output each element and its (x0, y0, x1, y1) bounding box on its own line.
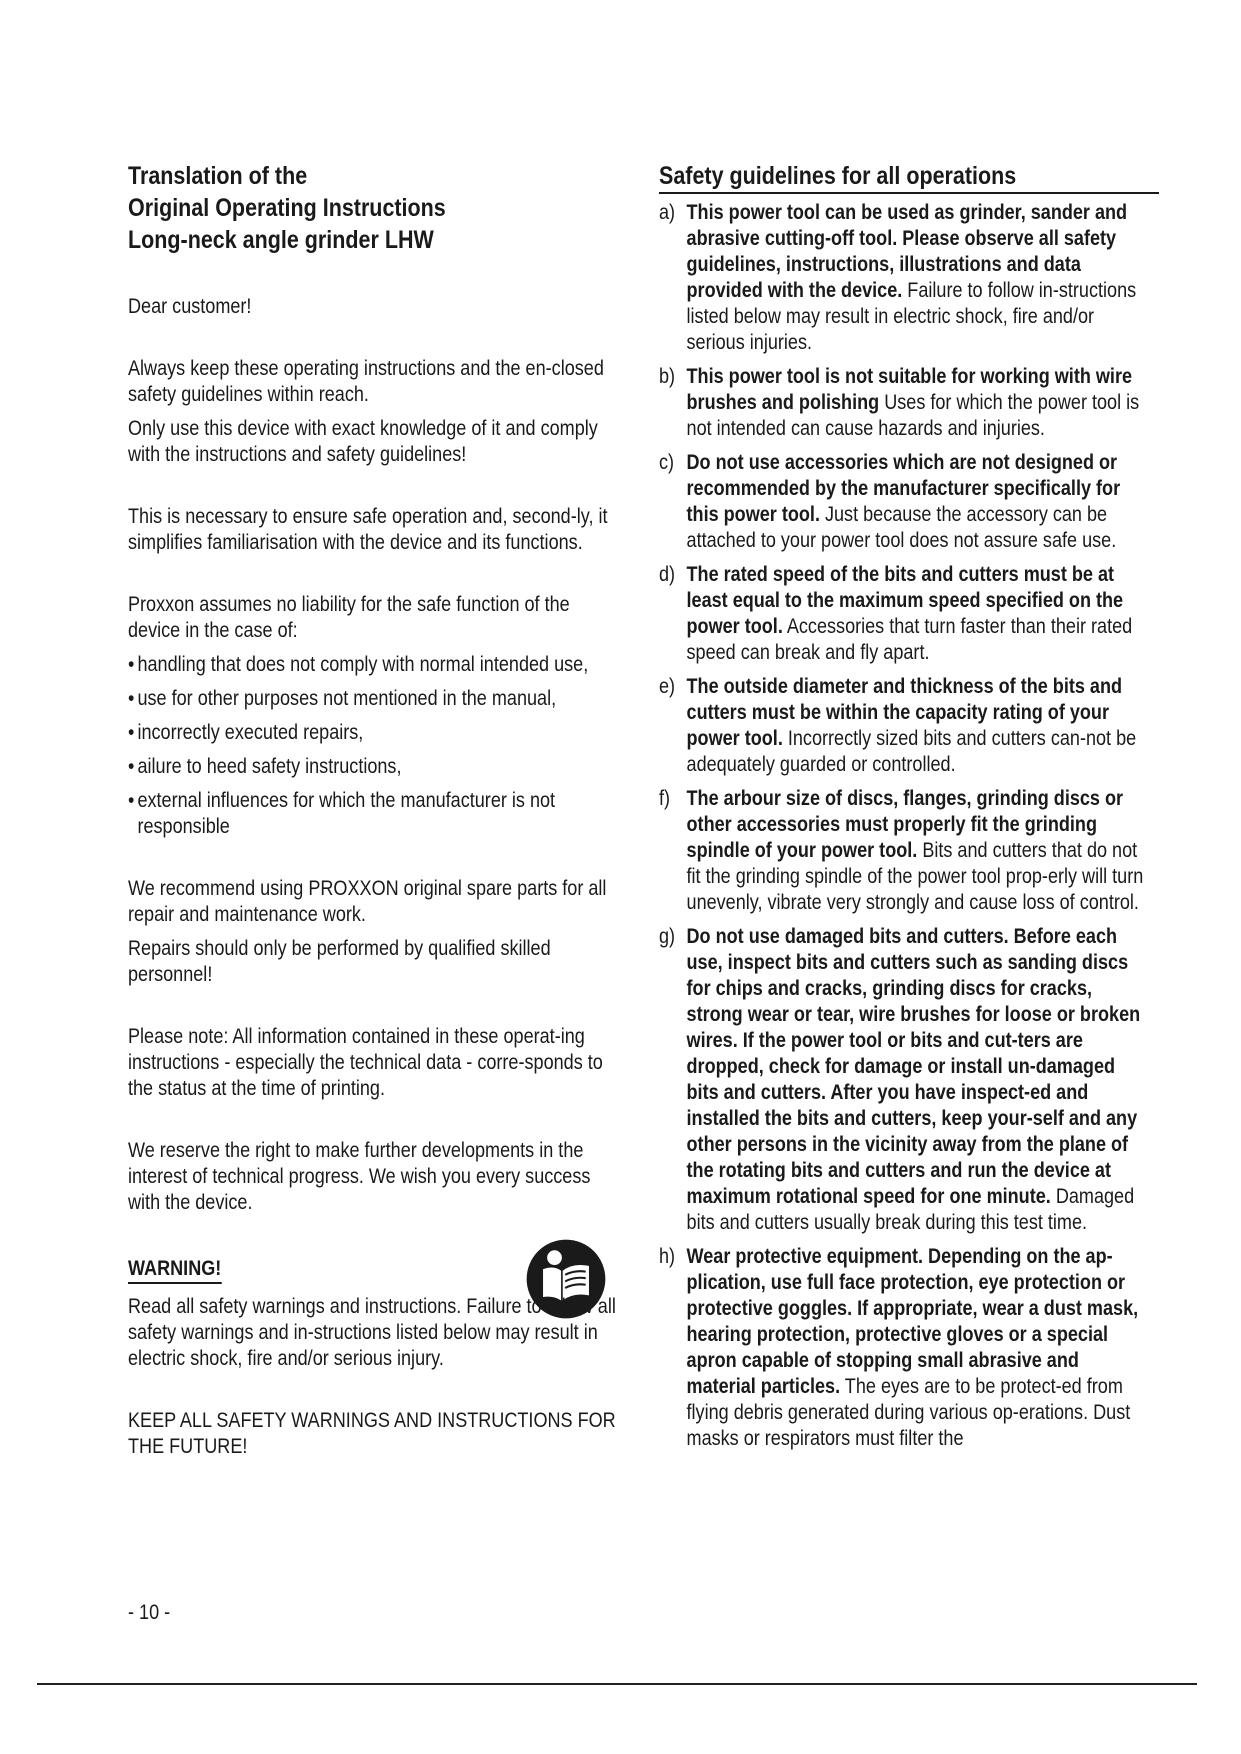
list-item (659, 562, 1148, 666)
right-column (659, 160, 1149, 1460)
footer-divider (37, 1683, 1197, 1685)
rule-letter: b) (659, 365, 676, 388)
document-title (128, 160, 617, 256)
warning-block (128, 1256, 618, 1460)
list-item (659, 924, 1148, 1236)
list-item (659, 786, 1148, 916)
rule-bold-text: Wear protective equipment. Depending on the ap-plication, use full face protection, eye protection or protective goggles. If appropriate, wear a dust mask, hearing protection, protective gloves or a special apron capable of stopping small abrasive and material particles. (686, 1245, 1139, 1398)
list-item: • incorrectly executed repairs, (128, 720, 617, 746)
rule-letter: f) (659, 787, 671, 810)
list-item (659, 674, 1148, 778)
rule-letter: d) (659, 563, 676, 586)
left-column (128, 160, 618, 1460)
rule-bold-text: This power tool can be used as grinder, sander and abrasive cutting-off tool. Please observe all safety guidelines, instructions, illustrations and data provided with the device. (686, 201, 1128, 302)
rule-text: Damaged bits and cutters usually break during this test time. (686, 1185, 1135, 1234)
rule-bold-text: The rated speed of the bits and cutters must be at least equal to the maximum speed specified on the power tool. (686, 563, 1124, 638)
rule-bold-text: Do not use damaged bits and cutters. Before each use, inspect bits and cutters such as sanding discs for chips and cracks, grinding discs for cracks, strong wear or tear, wire brushes for loose or broken wires. If the power tool or bits and cut-ters are dropped, check for damage or install un-damaged bits and cutters. After you have inspect-ed and installed the bits and cutters, keep your-self and any other persons in the vicinity away from the plane of the rotating bits and cutters and run the device at maximum rotational speed for one minute. (686, 925, 1141, 1208)
rule-text: Uses for which the power tool is not intended can cause hazards and injuries. (686, 391, 1140, 440)
rule-text: The eyes are to be protect-ed from flying debris generated during various op-erations. Dust masks or respirators must filter the (686, 1375, 1131, 1450)
title-line: Original Operating Instructions (128, 194, 446, 222)
list-item: • external influences for which the manufacturer is not responsible (128, 788, 617, 840)
rule-letter: g) (659, 925, 676, 948)
keep-instructions-paragraph: Always keep these operating instructions and the en-closed safety guidelines within reach. (128, 357, 604, 406)
greeting: Dear customer! (128, 295, 252, 318)
rule-letter: a) (659, 201, 676, 224)
rule-bold-text: This power tool is not suitable for working with wire brushes and polishing (686, 365, 1133, 414)
repairs-paragraph: Repairs should only be performed by qualified skilled personnel! (128, 937, 551, 986)
list-item: • ailure to heed safety instructions, (128, 754, 617, 780)
safety-heading (659, 160, 1159, 194)
warning-heading: WARNING! (128, 1256, 221, 1284)
safety-rules-list (659, 200, 1148, 1452)
warning-text: Read all safety warnings and instructions. Failure to follow all safety warnings and in-structions listed below may result in electric shock, fire and/or serious injury. (128, 1295, 616, 1370)
rule-bold-text: The arbour size of discs, flanges, grinding discs or other accessories must properly fit the grinding spindle of your power tool. (686, 787, 1124, 862)
rule-text: Bits and cutters that do not fit the grinding spindle of the power tool prop-erly will turn unevenly, vibrate very strongly and cause loss of control. (686, 839, 1144, 914)
safety-heading-text: Safety guidelines for all operations (659, 162, 1017, 190)
list-item (659, 1244, 1148, 1452)
rule-text: Accessories that turn faster than their rated speed can break and fly apart. (686, 615, 1133, 664)
rule-letter: c) (659, 451, 675, 474)
rule-text: Incorrectly sized bits and cutters can-not be adequately guarded or controlled. (686, 727, 1137, 776)
title-line: Long-neck angle grinder LHW (128, 226, 434, 254)
page-number: - 10 - (128, 1601, 171, 1624)
rule-letter: e) (659, 675, 676, 698)
rule-letter: h) (659, 1245, 676, 1268)
list-item (659, 450, 1148, 554)
list-item: • handling that does not comply with normal intended use, (128, 652, 617, 678)
note-paragraph: Please note: All information contained in these operat-ing instructions - especially the technical data - corre-sponds to the status at the time of printing. (128, 1025, 603, 1100)
list-item (659, 200, 1148, 356)
title-line: Translation of the (128, 162, 308, 190)
necessary-paragraph: This is necessary to ensure safe operation and, second-ly, it simplifies familiarisation with the device and its functions. (128, 505, 608, 554)
knowledge-paragraph: Only use this device with exact knowledge of it and comply with the instructions and safety guidelines! (128, 417, 598, 466)
spare-parts-paragraph: We recommend using PROXXON original spare parts for all repair and maintenance work. (128, 877, 607, 926)
rule-bold-text: The outside diameter and thickness of the bits and cutters must be within the capacity rating of your power tool. (686, 675, 1123, 750)
list-item: • use for other purposes not mentioned in the manual, (128, 686, 617, 712)
liability-paragraph: Proxxon assumes no liability for the safe function of the device in the case of: (128, 593, 570, 642)
rule-text: Just because the accessory can be attached to your power tool does not assure safe use. (686, 503, 1117, 552)
reserve-paragraph: We reserve the right to make further developments in the interest of technical progress. We wish you every success with the device. (128, 1139, 591, 1214)
rule-text: Failure to follow in-structions listed below may result in electric shock, fire and/or serious injuries. (686, 279, 1137, 354)
liability-list (128, 652, 617, 840)
keep-all-warnings: KEEP ALL SAFETY WARNINGS AND INSTRUCTIONS FOR THE FUTURE! (128, 1409, 616, 1458)
list-item (659, 364, 1148, 442)
rule-bold-text: Do not use accessories which are not designed or recommended by the manufacturer specifically for this power tool. (686, 451, 1121, 526)
